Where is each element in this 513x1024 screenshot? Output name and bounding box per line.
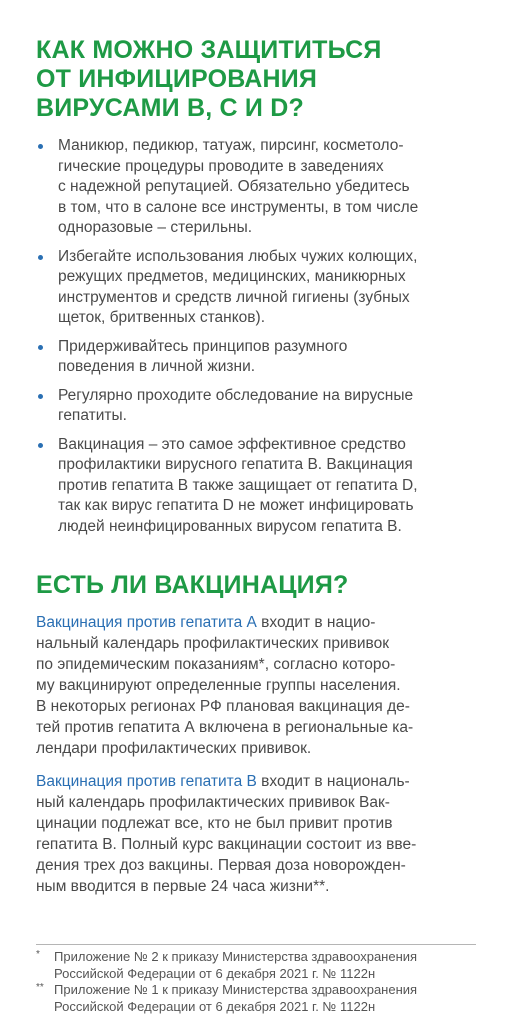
heading-line: ОТ ИНФИЦИРОВАНИЯ — [36, 65, 318, 93]
bullet-dot-icon — [38, 255, 43, 260]
list-item — [36, 247, 472, 329]
paragraph-line: му вакцинируют определенные группы населения. — [36, 677, 401, 694]
footnote-line: Приложение № 1 к приказу Министерства здравоохранения — [54, 982, 418, 997]
paragraph-line — [36, 771, 472, 792]
list-item-line: Вакцинация – это самое эффективное средство — [58, 435, 406, 453]
list-item-line: Придерживайтесь принципов разумного — [58, 337, 348, 355]
protection-list — [36, 136, 472, 537]
list-item-line: гепатиты. — [58, 407, 127, 424]
list-item-line: режущих предметов, медицинских, маникюрных — [58, 268, 406, 285]
heading-line: КАК МОЖНО ЗАЩИТИТЬСЯ — [36, 36, 382, 64]
hepatitis-b-lead: Вакцинация против гепатита В — [36, 773, 257, 790]
paragraph-line: лендари профилактических прививок. — [36, 740, 312, 757]
list-item-line: против гепатита В также защищает от гепатита D, — [58, 476, 418, 494]
footnote — [36, 982, 476, 1015]
list-item-line: одноразовые – стерильны. — [58, 219, 253, 236]
list-item-line: с надежной репутацией. Обязательно убедитесь — [58, 178, 410, 195]
vaccination-heading: ЕСТЬ ЛИ ВАКЦИНАЦИЯ? — [36, 571, 349, 599]
list-item-line: щеток, бритвенных станков). — [58, 309, 266, 326]
bullet-dot-icon — [38, 394, 43, 399]
list-item-line: профилактики вирусного гепатита В. Вакцинация — [58, 456, 413, 473]
paragraph-line: гепатита В. Полный курс вакцинации состоит из вве- — [36, 836, 417, 853]
paragraph-line: цинации подлежат все, кто не был привит против — [36, 815, 393, 832]
list-item-line: Регулярно проходите обследование на вирусные — [58, 386, 414, 404]
list-item-line: так как вирус гепатита D не может инфицировать — [58, 497, 414, 514]
paragraph-line — [36, 612, 472, 633]
footnote-mark: ** — [36, 982, 44, 993]
paragraph-line: В некоторых регионах РФ плановая вакцинация де- — [36, 698, 410, 715]
paragraph-line: дения трех доз вакцины. Первая доза новорожден- — [36, 857, 406, 874]
list-item — [36, 337, 472, 378]
hepatitis-a-paragraph — [36, 612, 472, 759]
bullet-dot-icon — [38, 345, 43, 350]
vaccination-section — [36, 571, 472, 897]
list-item-line: поведения в личной жизни. — [58, 358, 256, 375]
paragraph-line: нальный календарь профилактических прививок — [36, 635, 389, 652]
paragraph-line: по эпидемическим показаниям*, согласно которо- — [36, 656, 396, 673]
heading-line: ВИРУСАМИ В, С И D? — [36, 94, 304, 122]
bullet-dot-icon — [38, 443, 43, 448]
footnote-mark: * — [36, 949, 40, 960]
list-item — [36, 136, 472, 239]
paragraph-line: тей против гепатита А включена в региональные ка- — [36, 719, 414, 736]
footnote-line: Российской Федерации от 6 декабря 2021 г. № 1122н — [54, 998, 376, 1014]
bullet-dot-icon — [38, 144, 43, 149]
footnotes — [36, 944, 476, 1015]
paragraph-line: ный календарь профилактических прививок Вак- — [36, 794, 390, 811]
paragraph-text: входит в нацио- — [256, 614, 376, 631]
list-item-line: Маникюр, педикюр, татуаж, пирсинг, косметоло- — [58, 137, 404, 154]
paragraph-text: входит в националь- — [256, 773, 410, 790]
list-item-line: в том, что в салоне все инструменты, в том числе — [58, 198, 419, 216]
footnote — [36, 949, 476, 982]
paragraph-line: ным вводится в первые 24 часа жизни**. — [36, 878, 330, 895]
list-item-line: инструментов и средств личной гигиены (зубных — [58, 288, 410, 306]
hepatitis-b-paragraph — [36, 771, 472, 897]
list-item-line: Избегайте использования любых чужих колющих, — [58, 247, 418, 265]
list-item-line: людей неинфицированных вирусом гепатита В. — [58, 517, 402, 535]
footnote-line: Приложение № 2 к приказу Министерства здравоохранения — [54, 949, 418, 964]
protection-heading — [36, 36, 472, 123]
list-item — [36, 435, 472, 538]
hepatitis-a-lead: Вакцинация против гепатита А — [36, 614, 257, 631]
footnote-line: Российской Федерации от 6 декабря 2021 г. № 1122н — [54, 965, 376, 981]
list-item-line: гические процедуры проводите в заведениях — [58, 157, 384, 175]
list-item — [36, 386, 472, 427]
page-content — [36, 36, 472, 897]
